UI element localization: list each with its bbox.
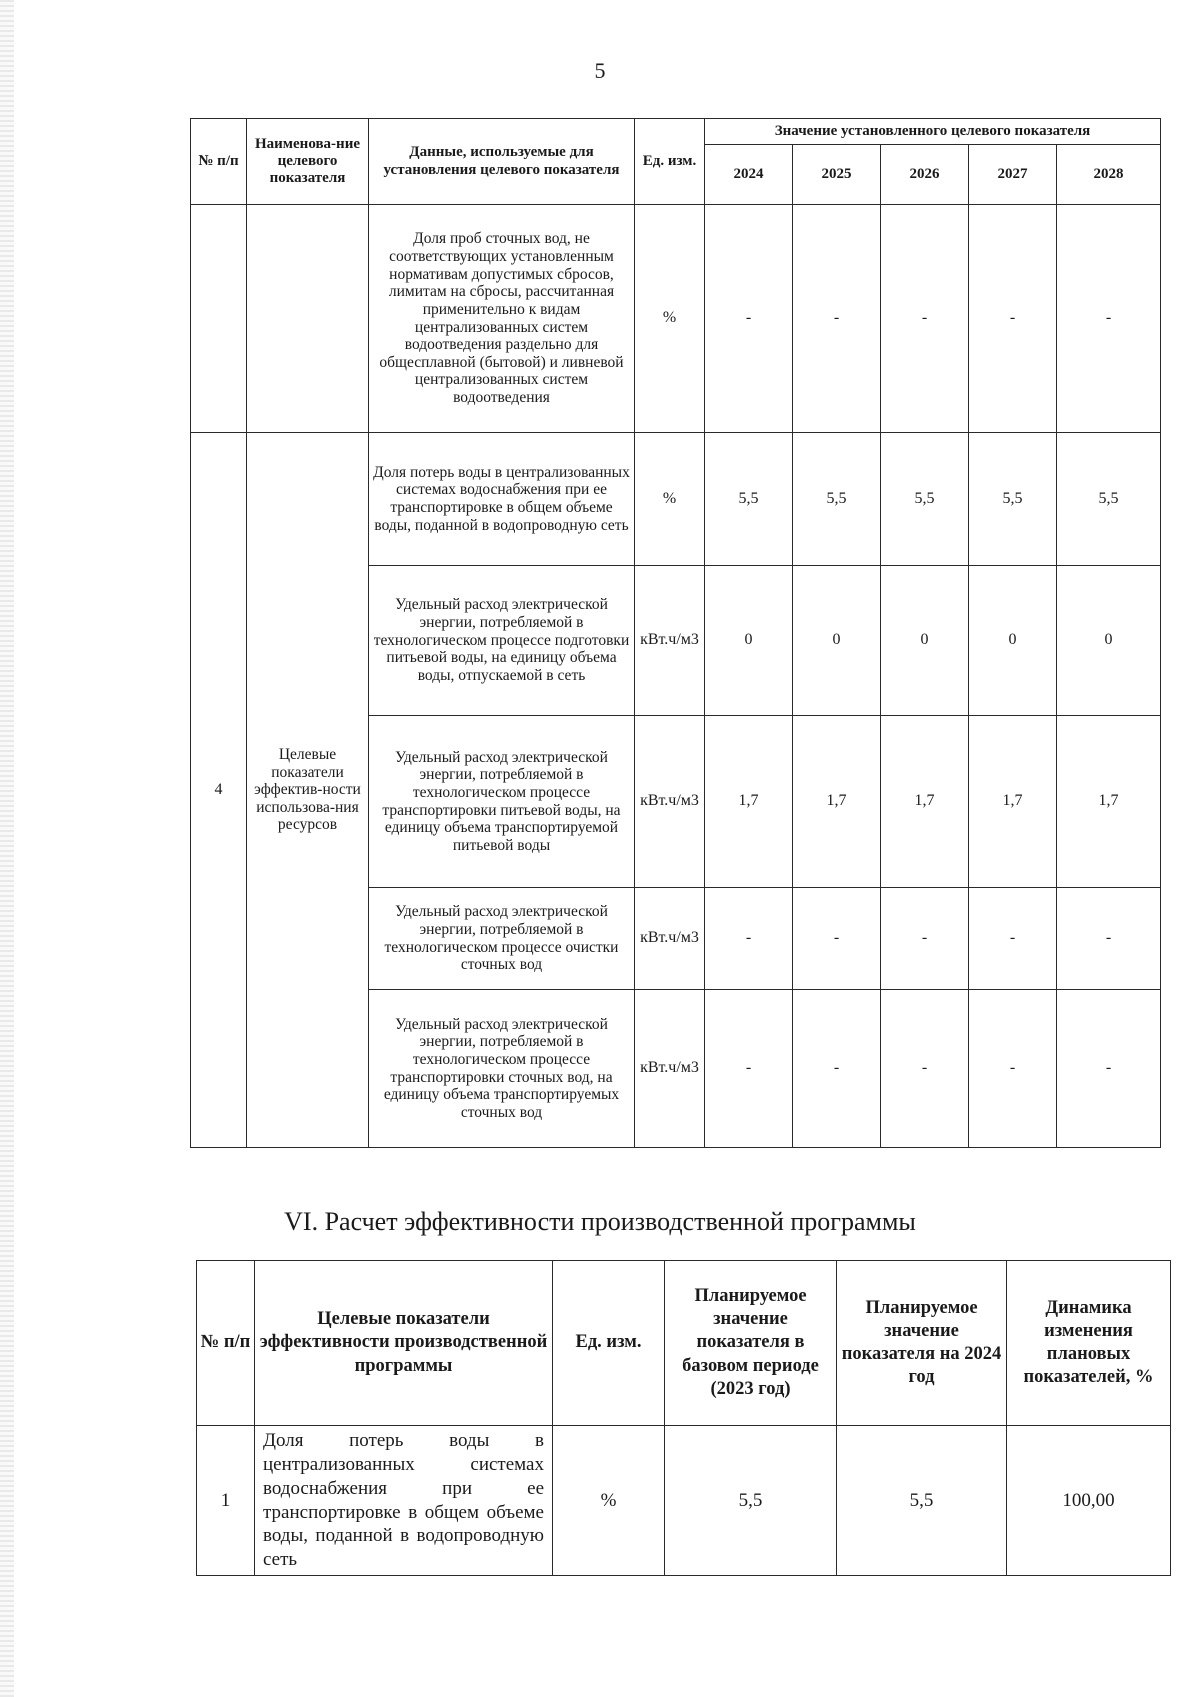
value-cell: -	[1057, 990, 1161, 1148]
value-cell: -	[881, 205, 969, 433]
group-name-cell: Целевые показатели эффектив-ности использова-ния ресурсов	[247, 433, 369, 1148]
header-name: Наименова-ние целевого показателя	[247, 119, 369, 205]
header-group: Значение установленного целевого показателя	[705, 119, 1161, 145]
unit-cell: %	[553, 1426, 665, 1576]
value-cell: -	[969, 888, 1057, 990]
header-year: 2024	[705, 145, 793, 205]
header-unit: Ед. изм.	[553, 1261, 665, 1426]
value-cell: 5,5	[705, 433, 793, 566]
plan-value-cell: 5,5	[837, 1426, 1007, 1576]
dynamics-cell: 100,00	[1007, 1426, 1171, 1576]
desc-cell: Доля потерь воды в централизованных системах водоснабжения при ее транспортировке в общем объеме воды, поданной в водопроводную сеть	[369, 433, 635, 566]
unit-cell: кВт.ч/м3	[635, 716, 705, 888]
value-cell: 1,7	[1057, 716, 1161, 888]
target-indicators-table	[190, 118, 1161, 1148]
header-data: Данные, используемые для установления целевого показателя	[369, 119, 635, 205]
unit-cell: кВт.ч/м3	[635, 888, 705, 990]
section-title: VI. Расчет эффективности производственной программы	[284, 1207, 916, 1236]
header-year: 2027	[969, 145, 1057, 205]
page-number: 5	[594, 58, 606, 83]
header-year: 2025	[793, 145, 881, 205]
header-base-value: Планируемое значение показателя в базовом периоде (2023 год)	[665, 1261, 837, 1426]
num-cell: 1	[197, 1426, 255, 1576]
value-cell: -	[705, 990, 793, 1148]
value-cell: 5,5	[969, 433, 1057, 566]
value-cell: -	[1057, 205, 1161, 433]
value-cell: 1,7	[969, 716, 1057, 888]
table-row	[191, 205, 1161, 433]
value-cell: 0	[881, 566, 969, 716]
num-cell	[191, 205, 247, 433]
unit-cell: кВт.ч/м3	[635, 566, 705, 716]
value-cell: -	[969, 990, 1057, 1148]
value-cell: -	[705, 888, 793, 990]
table-row	[197, 1426, 1171, 1576]
header-indicator: Целевые показатели эффективности производственной программы	[255, 1261, 553, 1426]
value-cell: 1,7	[881, 716, 969, 888]
value-cell: 5,5	[793, 433, 881, 566]
header-plan-value: Планируемое значение показателя на 2024 год	[837, 1261, 1007, 1426]
header-year: 2028	[1057, 145, 1161, 205]
unit-cell: кВт.ч/м3	[635, 990, 705, 1148]
value-cell: 0	[1057, 566, 1161, 716]
value-cell: -	[881, 888, 969, 990]
value-cell: -	[793, 990, 881, 1148]
desc-cell: Доля проб сточных вод, не соответствующих установленным нормативам допустимых сбросов, лимитам на сбросы, рассчитанная применительно к видам централизованных систем водоотведения раздельно для общесплавной (бытовой) и ливневой централизованных систем водоотведения	[369, 205, 635, 433]
value-cell: 0	[705, 566, 793, 716]
value-cell: -	[705, 205, 793, 433]
value-cell: 0	[969, 566, 1057, 716]
name-cell	[247, 205, 369, 433]
efficiency-table	[196, 1260, 1171, 1576]
table-row	[191, 433, 1161, 566]
desc-cell: Удельный расход электрической энергии, потребляемой в технологическом процессе транспортировки сточных вод, на единицу объема транспортируемых сточных вод	[369, 990, 635, 1148]
group-num-cell: 4	[191, 433, 247, 1148]
value-cell: 0	[793, 566, 881, 716]
header-unit: Ед. изм.	[635, 119, 705, 205]
desc-cell: Удельный расход электрической энергии, потребляемой в технологическом процессе очистки сточных вод	[369, 888, 635, 990]
value-cell: -	[881, 990, 969, 1148]
value-cell: -	[793, 205, 881, 433]
unit-cell: %	[635, 433, 705, 566]
desc-cell: Удельный расход электрической энергии, потребляемой в технологическом процессе подготовки питьевой воды, на единицу объема воды, отпускаемой в сеть	[369, 566, 635, 716]
scan-edge	[0, 0, 14, 1697]
desc-cell: Удельный расход электрической энергии, потребляемой в технологическом процессе транспортировки питьевой воды, на единицу объема транспортируемой питьевой воды	[369, 716, 635, 888]
header-num: № п/п	[197, 1261, 255, 1426]
header-year: 2026	[881, 145, 969, 205]
value-cell: 5,5	[1057, 433, 1161, 566]
value-cell: 5,5	[881, 433, 969, 566]
value-cell: -	[1057, 888, 1161, 990]
value-cell: -	[969, 205, 1057, 433]
value-cell: -	[793, 888, 881, 990]
unit-cell: %	[635, 205, 705, 433]
value-cell: 1,7	[793, 716, 881, 888]
base-value-cell: 5,5	[665, 1426, 837, 1576]
indicator-cell: Доля потерь воды в централизованных системах водоснабжения при ее транспортировке в общем объеме воды, поданной в водопроводную сеть	[255, 1426, 553, 1576]
header-num: № п/п	[191, 119, 247, 205]
value-cell: 1,7	[705, 716, 793, 888]
header-dynamics: Динамика изменения плановых показателей, %	[1007, 1261, 1171, 1426]
